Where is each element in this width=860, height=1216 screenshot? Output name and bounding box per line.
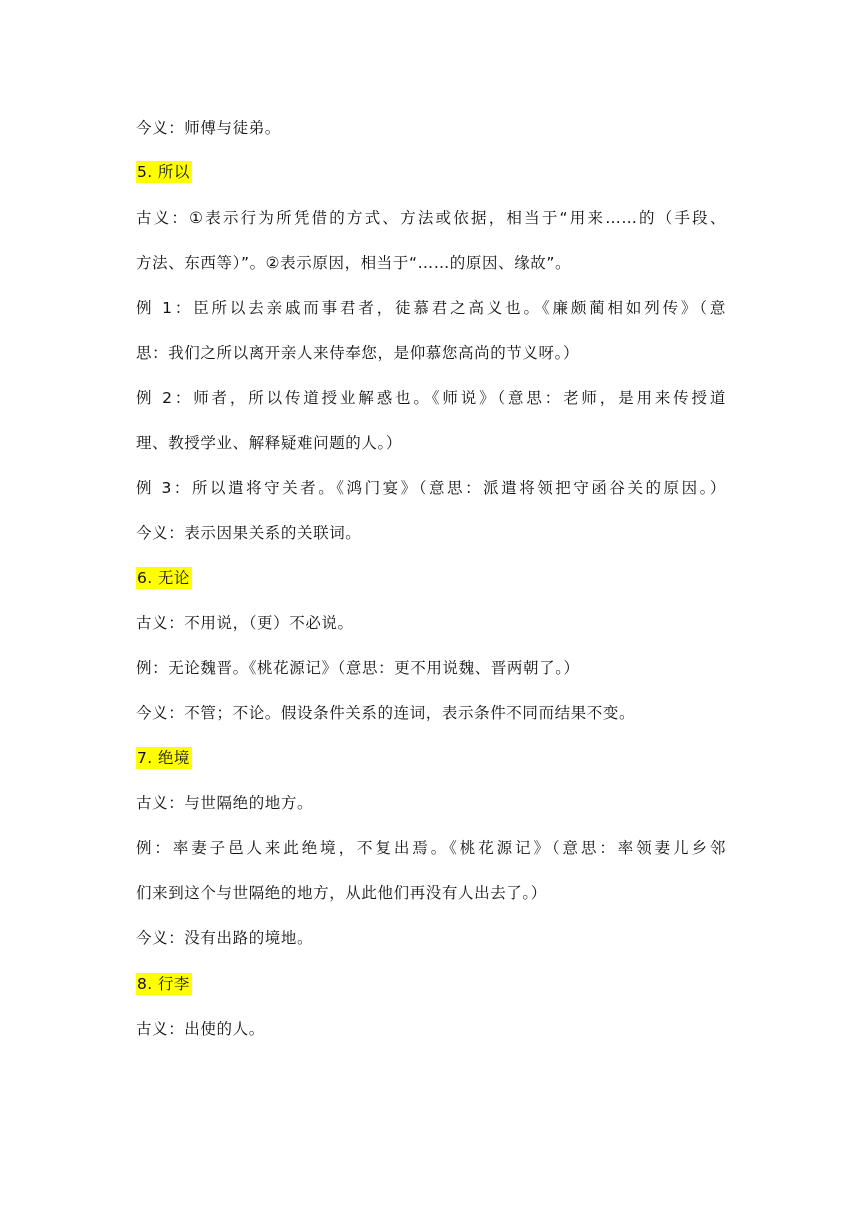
text-line-example-wulun: 例：无论魏晋。《桃花源记》（意思：更不用说魏、晋两朝了。） — [136, 659, 580, 677]
section-heading-xingli: 8. 行李 — [137, 975, 190, 993]
text-line-modern-meaning-suoyi: 今义：表示因果关系的关联词。 — [136, 524, 362, 542]
text-line-example-juejing-a: 例：率妻子邑人来此绝境，不复出焉。《桃花源记》（意思：率领妻儿乡邻 — [136, 839, 726, 857]
text-line-modern-meaning-shifu: 今义：师傅与徒弟。 — [136, 119, 281, 137]
text-line-ancient-meaning-juejing: 古义：与世隔绝的地方。 — [136, 794, 314, 812]
section-heading-suoyi: 5. 所以 — [137, 163, 190, 181]
text-line-modern-meaning-juejing: 今义：没有出路的境地。 — [136, 929, 314, 947]
text-line-example-2a: 例 2：师者，所以传道授业解惑也。《师说》（意思：老师，是用来传授道 — [136, 389, 726, 407]
section-heading-wrapper — [136, 973, 726, 995]
section-heading-juejing: 7. 绝境 — [137, 749, 190, 767]
text-line-example-1b: 思：我们之所以离开亲人来侍奉您，是仰慕您高尚的节义呀。） — [136, 344, 580, 362]
text-line-example-1a: 例 1：臣所以去亲戚而事君者，徒慕君之高义也。《廉颇蔺相如列传》（意 — [136, 299, 726, 317]
section-heading-wulun: 6. 无论 — [137, 569, 190, 587]
section-heading-wrapper — [136, 747, 726, 769]
section-heading-wrapper — [136, 161, 726, 183]
text-line-ancient-meaning-xingli: 古义：出使的人。 — [136, 1020, 265, 1038]
text-line-example-juejing-b: 们来到这个与世隔绝的地方，从此他们再没有人出去了。） — [136, 884, 547, 902]
text-line-ancient-meaning-wulun: 古义：不用说，（更）不必说。 — [136, 614, 354, 632]
text-line-ancient-meaning-suoyi-1: 古义：①表示行为所凭借的方式、方法或依据，相当于“用来……的（手段、 — [136, 209, 726, 227]
text-line-ancient-meaning-suoyi-2: 方法、东西等）”。②表示原因，相当于“……的原因、缘故”。 — [136, 254, 572, 272]
section-heading-wrapper — [136, 567, 726, 589]
text-line-example-2b: 理、教授学业、解释疑难问题的人。） — [136, 434, 402, 452]
text-line-example-3: 例 3：所以遣将守关者。《鸿门宴》（意思：派遣将领把守函谷关的原因。） — [136, 479, 726, 497]
text-line-modern-meaning-wulun: 今义：不管；不论。假设条件关系的连词，表示条件不同而结果不变。 — [136, 704, 636, 722]
